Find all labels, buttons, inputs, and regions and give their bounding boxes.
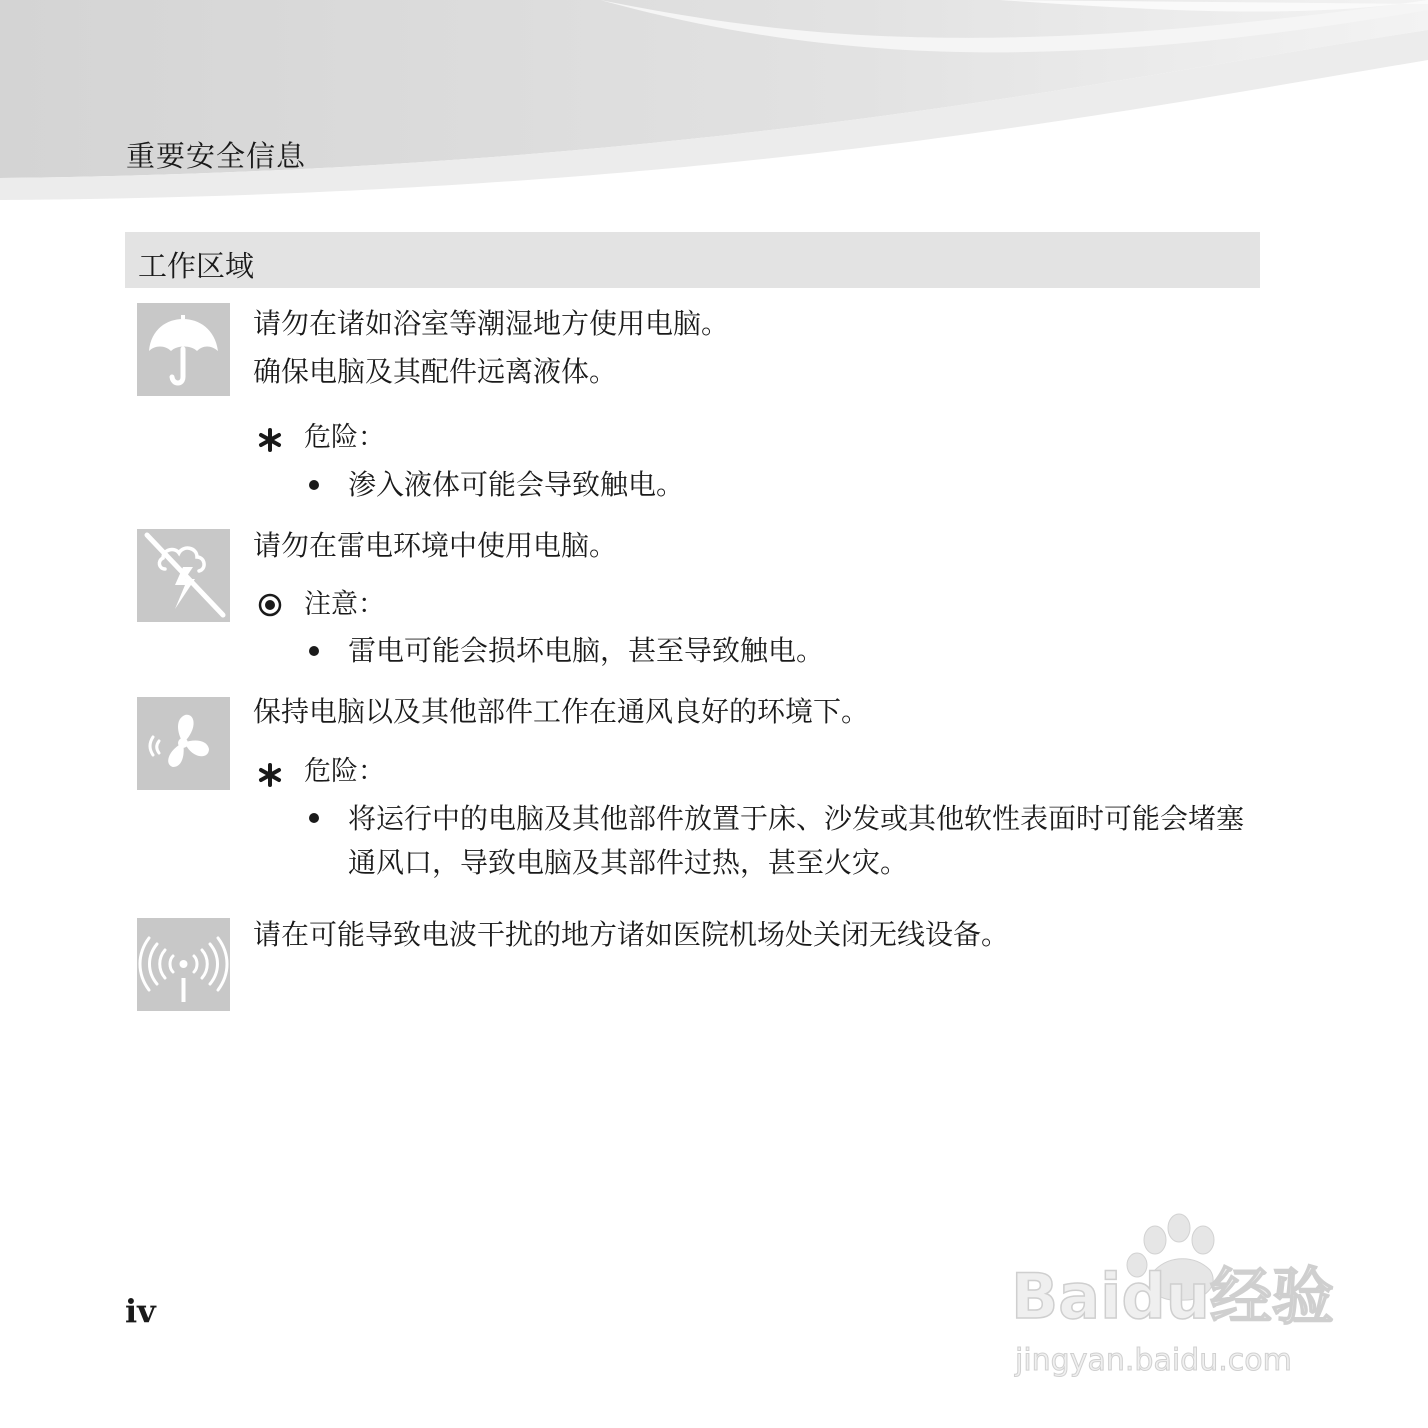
instruction-text: 请在可能导致电波干扰的地方诸如医院机场处关闭无线设备。 [253, 918, 1010, 951]
instruction-text: 请勿在诸如浴室等潮湿地方使用电脑。 [253, 307, 730, 340]
watermark-url: jingyan.baidu.com [1015, 1343, 1292, 1378]
umbrella-icon [137, 303, 230, 396]
section-header [125, 232, 1260, 288]
bullet-text: 雷电可能会损坏电脑，甚至导致触电。 [348, 634, 825, 667]
instruction-text: 请勿在雷电环境中使用电脑。 [253, 529, 618, 562]
bullet-dot [309, 646, 319, 656]
no-thunderstorm-icon [137, 529, 230, 622]
caution-label: 注意： [304, 589, 385, 620]
bullet-dot [309, 813, 319, 823]
section-title: 工作区域 [138, 249, 255, 283]
running-header-title: 重要安全信息 [126, 139, 307, 173]
danger-label: 危险： [304, 422, 385, 453]
danger-asterisk-icon [257, 427, 283, 453]
bullet-dot [309, 480, 319, 490]
danger-label: 危险： [304, 756, 385, 787]
bullet-text: 渗入液体可能会导致触电。 [348, 468, 685, 501]
instruction-text: 保持电脑以及其他部件工作在通风良好的环境下。 [253, 695, 870, 728]
watermark-brand: Baidu经验 [1011, 1260, 1334, 1333]
caution-target-icon [257, 592, 283, 618]
danger-asterisk-icon [257, 762, 283, 788]
instruction-text: 确保电脑及其配件远离液体。 [253, 355, 618, 388]
bullet-text: 将运行中的电脑及其他部件放置于床、沙发或其他软性表面时可能会堵塞通风口，导致电脑及其部件过热，甚至火灾。 [348, 802, 1245, 879]
baidu-jingyan-watermark [1005, 1210, 1350, 1380]
wireless-icon [137, 918, 230, 1011]
fan-icon [137, 697, 230, 790]
header-swoosh-background [0, 0, 1428, 210]
page-number: iv [125, 1292, 156, 1330]
